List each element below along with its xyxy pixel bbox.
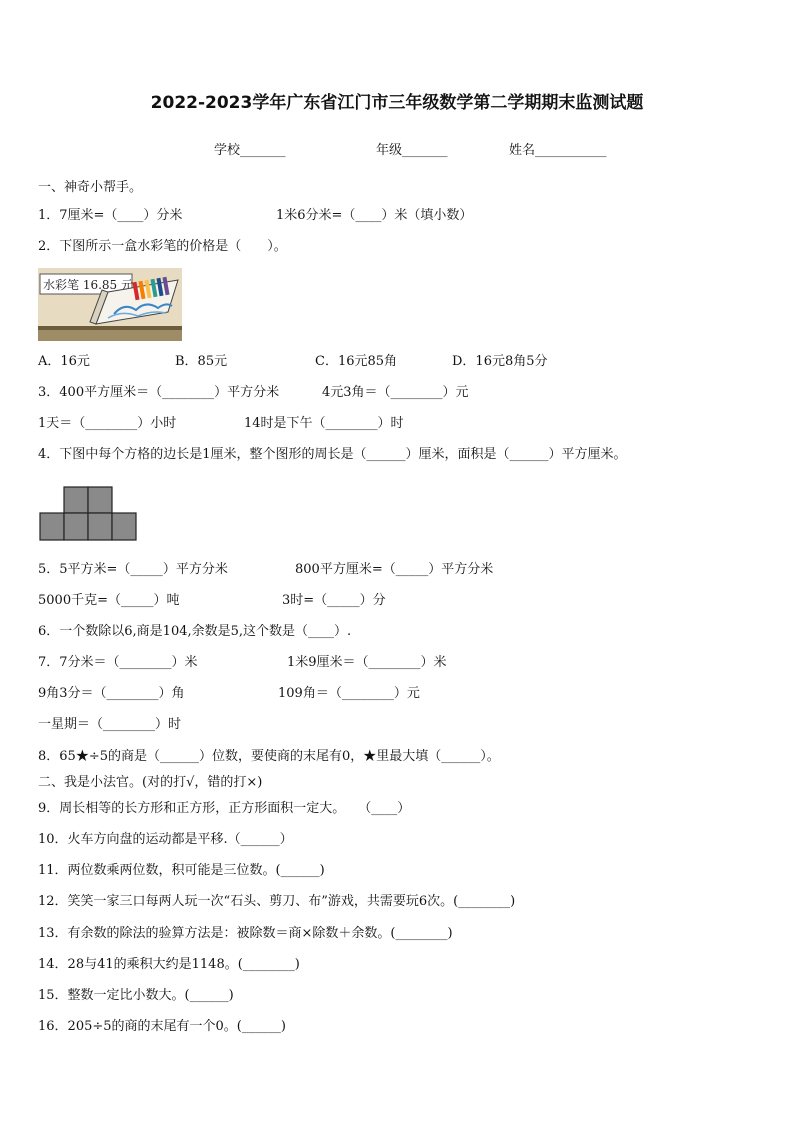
question-13: 13．有余数的除法的验算方法是：被除数＝商×除数＋余数。(________)	[38, 926, 453, 941]
option-c: C．16元85角	[315, 354, 398, 369]
question-8: 8．65★÷5的商是（______）位数，要使商的末尾有0，★里最大填（______）。	[38, 749, 500, 764]
question-2: 2．下图所示一盒水彩笔的价格是（ ）。	[38, 239, 287, 254]
question-6: 6．一个数除以6,商是104,余数是5,这个数是（____）.	[38, 624, 352, 639]
question-15: 15．整数一定比小数大。(______)	[38, 988, 234, 1003]
question-11: 11．两位数乘两位数，积可能是三位数。(______)	[38, 863, 325, 878]
question-7a: 7．7分米＝（________）米	[38, 655, 198, 670]
question-5c: 5000千克=（_____）吨	[38, 593, 180, 608]
question-1a: 1．7厘米=（____）分米	[38, 208, 183, 223]
question-5a: 5．5平方米=（_____）平方分米	[38, 562, 228, 577]
name-field: 姓名___________	[509, 143, 607, 158]
question-4: 4．下图中每个方格的边长是1厘米，整个图形的周长是（______）厘米，面积是（______）平方厘米。	[38, 447, 627, 462]
question-3b: 4元3角＝（________）元	[322, 385, 469, 400]
option-a: A．16元	[38, 354, 90, 369]
question-3d: 14时是下午（________）时	[244, 416, 404, 431]
question-10: 10．火车方向盘的运动都是平移.（______）	[38, 832, 293, 847]
watercolor-pen-box-image	[38, 268, 182, 341]
option-b: B．85元	[175, 354, 228, 369]
question-16: 16．205÷5的商的末尾有一个0。(______)	[38, 1019, 286, 1034]
square-grid-figure	[39, 486, 139, 542]
section-1-heading: 一、神奇小帮手。	[38, 180, 143, 195]
question-7b: 1米9厘米＝（________）米	[287, 655, 447, 670]
school-field: 学校_______	[214, 143, 286, 158]
question-5b: 800平方厘米=（_____）平方分米	[295, 562, 494, 577]
question-5d: 3时=（_____）分	[282, 593, 386, 608]
question-3a: 3．400平方厘米＝（________）平方分米	[38, 385, 280, 400]
question-12: 12．笑笑一家三口每两人玩一次“石头、剪刀、布”游戏，共需要玩6次。(________)	[38, 894, 516, 909]
question-3c: 1天＝（________）小时	[38, 416, 177, 431]
question-7e: 一星期＝（________）时	[38, 717, 182, 732]
page-title: 2022-2023学年广东省江门市三年级数学第二学期期末监测试题	[150, 93, 644, 113]
price-tag-label: 水彩笔 16.85 元	[43, 278, 133, 292]
question-14: 14．28与41的乘积大约是1148。(________)	[38, 957, 300, 972]
question-1b: 1米6分米=（____）米（填小数）	[276, 208, 473, 223]
question-7c: 9角3分＝（________）角	[38, 686, 185, 701]
option-d: D．16元8角5分	[452, 354, 548, 369]
question-9: 9．周长相等的长方形和正方形，正方形面积一定大。 （____）	[38, 801, 411, 816]
question-7d: 109角＝（________）元	[278, 686, 420, 701]
grade-field: 年级_______	[376, 143, 448, 158]
section-2-heading: 二、我是小法官。(对的打√，错的打×)	[38, 775, 263, 790]
